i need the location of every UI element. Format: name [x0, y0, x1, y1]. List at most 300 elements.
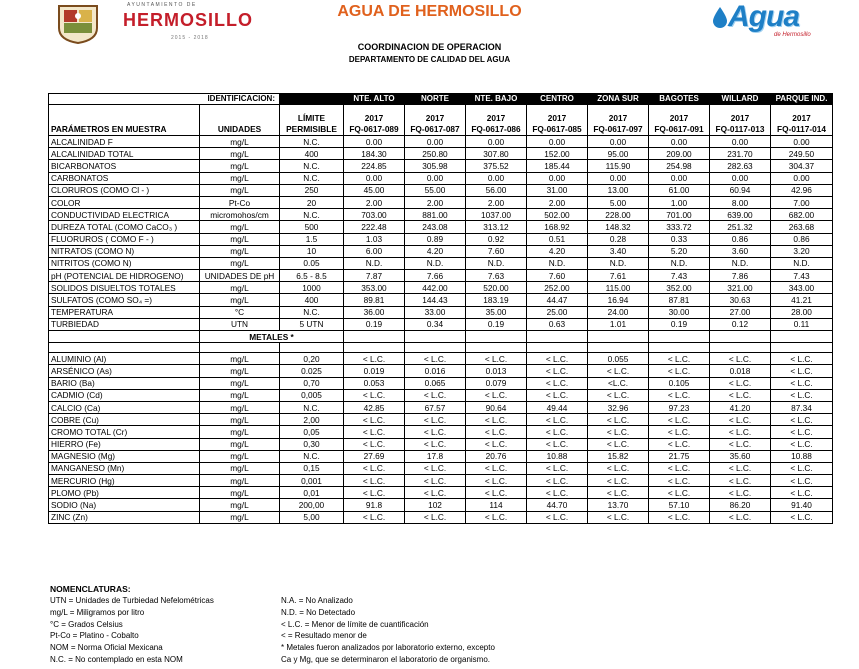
nomenclature-item: N.D. = No Detectado: [281, 607, 356, 617]
header-row-sites: [49, 94, 833, 105]
value-cell: 87.34: [771, 401, 833, 413]
table-row: [49, 270, 833, 282]
value-cell: 252.00: [527, 282, 588, 294]
value-cell: < L.C.: [344, 353, 405, 365]
value-cell: < L.C.: [527, 487, 588, 499]
value-cell: < L.C.: [771, 365, 833, 377]
value-cell: 4.20: [527, 245, 588, 257]
value-cell: 0.055: [588, 353, 649, 365]
parameter-cell: CLORUROS (COMO Cl - ): [49, 184, 200, 196]
unit-cell: UNIDADES DE pH: [200, 270, 280, 282]
value-cell: < L.C.: [771, 377, 833, 389]
limit-cell: 0,01: [280, 487, 344, 499]
value-cell: 251.32: [710, 221, 771, 233]
value-cell: < L.C.: [588, 487, 649, 499]
value-cell: 20.76: [466, 450, 527, 462]
sample-code: FQ-0617-086: [471, 124, 521, 134]
value-cell: < L.C.: [710, 511, 771, 523]
value-cell: 168.92: [527, 221, 588, 233]
value-cell: 95.00: [588, 148, 649, 160]
value-cell: < L.C.: [710, 438, 771, 450]
site-name-header: NTE. ALTO: [344, 94, 405, 105]
value-cell: 183.19: [466, 294, 527, 306]
value-cell: < L.C.: [771, 414, 833, 426]
agua-logo-text: Agua: [728, 0, 799, 33]
parameter-cell: MANGANESO (Mn): [49, 462, 200, 474]
spacer-cell: [49, 343, 200, 353]
value-cell: 254.98: [649, 160, 710, 172]
site-name-header: NORTE: [405, 94, 466, 105]
value-cell: < L.C.: [710, 377, 771, 389]
value-cell: 114: [466, 499, 527, 511]
value-cell: 10.88: [771, 450, 833, 462]
unit-cell: mg/L: [200, 257, 280, 269]
limit-cell: 200,00: [280, 499, 344, 511]
parameter-cell: pH (POTENCIAL DE HIDROGENO): [49, 270, 200, 282]
unit-cell: mg/L: [200, 136, 280, 148]
table-row: [49, 184, 833, 196]
value-cell: 42.96: [771, 184, 833, 196]
sample-code-header: [588, 105, 649, 136]
report-header: [0, 0, 859, 90]
unit-cell: mg/L: [200, 438, 280, 450]
unit-cell: mg/L: [200, 511, 280, 523]
value-cell: 7.61: [588, 270, 649, 282]
metals-empty-cell: [649, 331, 710, 343]
value-cell: < L.C.: [710, 426, 771, 438]
value-cell: 0.065: [405, 377, 466, 389]
metals-empty-cell: [405, 331, 466, 343]
nomenclature-item: * Metales fueron analizados por laboratorio externo, excepto: [281, 643, 495, 653]
value-cell: 5.20: [649, 245, 710, 257]
value-cell: < L.C.: [466, 462, 527, 474]
nomenclature-item: NOM = Norma Oficial Mexicana: [50, 643, 163, 653]
sample-code: FQ-0617-089: [349, 124, 399, 134]
parameter-cell: MERCURIO (Hg): [49, 475, 200, 487]
limit-cell: 400: [280, 294, 344, 306]
value-cell: 263.68: [771, 221, 833, 233]
table-row: [49, 353, 833, 365]
value-cell: < L.C.: [527, 511, 588, 523]
spacer-cell: [527, 343, 588, 353]
value-cell: < L.C.: [405, 353, 466, 365]
value-cell: N.D.: [466, 257, 527, 269]
value-cell: 228.00: [588, 209, 649, 221]
water-quality-table: [48, 93, 833, 524]
parameter-cell: BICARBONATOS: [49, 160, 200, 172]
parameter-cell: CROMO TOTAL (Cr): [49, 426, 200, 438]
table-row: [49, 209, 833, 221]
spacer-cell: [344, 343, 405, 353]
value-cell: < L.C.: [588, 414, 649, 426]
sample-code-header: [405, 105, 466, 136]
value-cell: 25.00: [527, 306, 588, 318]
identification-label: IDENTIFICACION:: [49, 94, 280, 105]
value-cell: < L.C.: [466, 414, 527, 426]
value-cell: 17.8: [405, 450, 466, 462]
value-cell: 1.03: [344, 233, 405, 245]
limit-cell: 1.5: [280, 233, 344, 245]
value-cell: < L.C.: [710, 414, 771, 426]
value-cell: < L.C.: [649, 414, 710, 426]
value-cell: 42.85: [344, 401, 405, 413]
value-cell: <L.C.: [588, 377, 649, 389]
limit-column-header: [280, 105, 344, 136]
nomenclature-item: °C = Grados Celsius: [50, 619, 123, 629]
metals-empty-cell: [49, 331, 200, 343]
value-cell: < L.C.: [405, 438, 466, 450]
spacer-row: [49, 343, 833, 353]
unit-cell: mg/L: [200, 414, 280, 426]
value-cell: < L.C.: [771, 426, 833, 438]
limit-cell: 0,15: [280, 462, 344, 474]
value-cell: 21.75: [649, 450, 710, 462]
site-name-header: ZONA SUR: [588, 94, 649, 105]
limit-cell: N.C.: [280, 136, 344, 148]
value-cell: 57.10: [649, 499, 710, 511]
parameter-cell: CALCIO (Ca): [49, 401, 200, 413]
value-cell: 35.60: [710, 450, 771, 462]
nomenclature-item: < = Resultado menor de: [281, 631, 367, 641]
nomenclature-item: mg/L = Miligramos por litro: [50, 607, 145, 617]
value-cell: 1037.00: [466, 209, 527, 221]
nomenclature-item: N.C. = No contemplado en esta NOM: [50, 654, 183, 664]
value-cell: < L.C.: [649, 389, 710, 401]
value-cell: 0.86: [771, 233, 833, 245]
value-cell: < L.C.: [588, 511, 649, 523]
sample-year: 2017: [669, 113, 689, 123]
parameter-cell: CONDUCTIVIDAD ELECTRICA: [49, 209, 200, 221]
sample-year: 2017: [792, 113, 811, 123]
value-cell: 89.81: [344, 294, 405, 306]
value-cell: 30.63: [710, 294, 771, 306]
limit-cell: 20: [280, 196, 344, 208]
value-cell: 0.105: [649, 377, 710, 389]
value-cell: 881.00: [405, 209, 466, 221]
value-cell: 0.63: [527, 318, 588, 330]
value-cell: 67.57: [405, 401, 466, 413]
table-row: [49, 475, 833, 487]
nomenclature-title: [50, 583, 131, 595]
site-name-header: CENTRO: [527, 94, 588, 105]
parameter-cell: ALCALINIDAD F: [49, 136, 200, 148]
table-row: [49, 389, 833, 401]
value-cell: 304.37: [771, 160, 833, 172]
value-cell: 243.08: [405, 221, 466, 233]
table-row: [49, 172, 833, 184]
value-cell: 343.00: [771, 282, 833, 294]
value-cell: 442.00: [405, 282, 466, 294]
value-cell: 282.63: [710, 160, 771, 172]
sample-year: 2017: [486, 113, 506, 123]
value-cell: 7.86: [710, 270, 771, 282]
value-cell: 41.21: [771, 294, 833, 306]
value-cell: < L.C.: [710, 462, 771, 474]
value-cell: 0.89: [405, 233, 466, 245]
spacer-cell: [649, 343, 710, 353]
value-cell: < L.C.: [710, 487, 771, 499]
value-cell: < L.C.: [527, 377, 588, 389]
table-row: [49, 136, 833, 148]
value-cell: 0.00: [527, 136, 588, 148]
value-cell: 27.00: [710, 306, 771, 318]
value-cell: 0.86: [710, 233, 771, 245]
value-cell: 0.00: [405, 172, 466, 184]
parameter-cell: COLOR: [49, 196, 200, 208]
value-cell: < L.C.: [527, 438, 588, 450]
city-name-text: HERMOSILLO: [123, 10, 253, 30]
table-row: [49, 487, 833, 499]
limit-cell: 5,00: [280, 511, 344, 523]
value-cell: 0.00: [649, 172, 710, 184]
value-cell: N.D.: [405, 257, 466, 269]
parameter-cell: SOLIDOS DISUELTOS TOTALES: [49, 282, 200, 294]
value-cell: 0.00: [588, 136, 649, 148]
table-row: [49, 233, 833, 245]
value-cell: 61.00: [649, 184, 710, 196]
unit-cell: mg/L: [200, 160, 280, 172]
value-cell: 502.00: [527, 209, 588, 221]
value-cell: < L.C.: [466, 511, 527, 523]
limit-header-line2: PERMISIBLE: [286, 124, 337, 134]
value-cell: 0.018: [710, 365, 771, 377]
limit-cell: 250: [280, 184, 344, 196]
unit-cell: Pt-Co: [200, 196, 280, 208]
parameter-cell: CADMIO (Cd): [49, 389, 200, 401]
notes-title: NOMENCLATURAS:: [50, 584, 131, 594]
sample-code: FQ-0617-097: [593, 124, 643, 134]
value-cell: 224.85: [344, 160, 405, 172]
value-cell: 0.053: [344, 377, 405, 389]
value-cell: 45.00: [344, 184, 405, 196]
value-cell: 701.00: [649, 209, 710, 221]
parameter-cell: ARSÉNICO (As): [49, 365, 200, 377]
table-row: [49, 377, 833, 389]
limit-cell: N.C.: [280, 172, 344, 184]
unit-cell: °C: [200, 306, 280, 318]
value-cell: N.D.: [710, 257, 771, 269]
sample-code-header: [527, 105, 588, 136]
subtitle-coordination: COORDINACION DE OPERACION: [357, 42, 502, 52]
value-cell: 0.00: [710, 172, 771, 184]
table-row: [49, 257, 833, 269]
value-cell: < L.C.: [466, 438, 527, 450]
value-cell: 222.48: [344, 221, 405, 233]
unit-cell: mg/L: [200, 450, 280, 462]
limit-cell: 0,001: [280, 475, 344, 487]
value-cell: 0.00: [649, 136, 710, 148]
limit-cell: 5 UTN: [280, 318, 344, 330]
value-cell: 28.00: [771, 306, 833, 318]
metals-empty-cell: [710, 331, 771, 343]
value-cell: 0.51: [527, 233, 588, 245]
value-cell: < L.C.: [527, 475, 588, 487]
value-cell: < L.C.: [405, 426, 466, 438]
value-cell: 4.20: [405, 245, 466, 257]
unit-cell: mg/L: [200, 245, 280, 257]
value-cell: 0.00: [466, 172, 527, 184]
value-cell: 520.00: [466, 282, 527, 294]
value-cell: 152.00: [527, 148, 588, 160]
parameter-cell: DUREZA TOTAL (COMO CaCO₃ ): [49, 221, 200, 233]
value-cell: < L.C.: [588, 426, 649, 438]
value-cell: 0.00: [710, 136, 771, 148]
limit-cell: N.C.: [280, 401, 344, 413]
value-cell: 0.11: [771, 318, 833, 330]
table-row: [49, 365, 833, 377]
value-cell: 60.94: [710, 184, 771, 196]
value-cell: 31.00: [527, 184, 588, 196]
unit-cell: mg/L: [200, 233, 280, 245]
unit-cell: mg/L: [200, 487, 280, 499]
value-cell: 115.90: [588, 160, 649, 172]
value-cell: < L.C.: [466, 426, 527, 438]
table-row: [49, 148, 833, 160]
limit-cell: N.C.: [280, 209, 344, 221]
limit-cell: 500: [280, 221, 344, 233]
value-cell: 36.00: [344, 306, 405, 318]
value-cell: 0.34: [405, 318, 466, 330]
value-cell: 313.12: [466, 221, 527, 233]
value-cell: < L.C.: [466, 487, 527, 499]
value-cell: 102: [405, 499, 466, 511]
limit-cell: 6.5 - 8.5: [280, 270, 344, 282]
param-column-header: PARÁMETROS EN MUESTRA: [49, 105, 200, 136]
table-row: [49, 282, 833, 294]
sample-year: 2017: [547, 113, 567, 123]
units-column-header: UNIDADES: [200, 105, 280, 136]
metals-section-row: [49, 331, 833, 343]
value-cell: 682.00: [771, 209, 833, 221]
limit-cell: 0.025: [280, 365, 344, 377]
unit-cell: mg/L: [200, 172, 280, 184]
value-cell: < L.C.: [527, 462, 588, 474]
table-row: [49, 196, 833, 208]
unit-cell: mg/L: [200, 353, 280, 365]
value-cell: 0.00: [344, 172, 405, 184]
value-cell: 5.00: [588, 196, 649, 208]
value-cell: 0.28: [588, 233, 649, 245]
sample-code: FQ-0117-014: [777, 124, 826, 134]
value-cell: 35.00: [466, 306, 527, 318]
agua-logo-subtext: de Hermosillo: [774, 32, 811, 38]
table-body: [49, 94, 833, 524]
parameter-cell: TEMPERATURA: [49, 306, 200, 318]
value-cell: < L.C.: [588, 462, 649, 474]
value-cell: < L.C.: [588, 389, 649, 401]
value-cell: < L.C.: [771, 438, 833, 450]
value-cell: < L.C.: [405, 487, 466, 499]
value-cell: 7.60: [466, 245, 527, 257]
spacer-cell: [280, 343, 344, 353]
unit-cell: mg/L: [200, 365, 280, 377]
value-cell: 86.20: [710, 499, 771, 511]
table-row: [49, 462, 833, 474]
nomenclature-left: [50, 595, 214, 666]
value-cell: 639.00: [710, 209, 771, 221]
value-cell: 3.20: [771, 245, 833, 257]
parameter-cell: PLOMO (Pb): [49, 487, 200, 499]
sample-year: 2017: [364, 113, 384, 123]
parameter-cell: CARBONATOS: [49, 172, 200, 184]
unit-cell: mg/L: [200, 282, 280, 294]
value-cell: 7.87: [344, 270, 405, 282]
table-row: [49, 318, 833, 330]
unit-cell: mg/L: [200, 184, 280, 196]
limit-cell: 1000: [280, 282, 344, 294]
unit-cell: mg/L: [200, 462, 280, 474]
limit-cell: N.C.: [280, 306, 344, 318]
value-cell: < L.C.: [405, 414, 466, 426]
value-cell: 0.00: [405, 136, 466, 148]
value-cell: 7.00: [771, 196, 833, 208]
value-cell: 87.81: [649, 294, 710, 306]
header-row-columns: [49, 105, 833, 136]
value-cell: < L.C.: [405, 389, 466, 401]
value-cell: 7.60: [527, 270, 588, 282]
value-cell: 2.00: [405, 196, 466, 208]
value-cell: < L.C.: [588, 475, 649, 487]
limit-cell: 0,70: [280, 377, 344, 389]
value-cell: 144.43: [405, 294, 466, 306]
value-cell: 0.19: [344, 318, 405, 330]
value-cell: < L.C.: [527, 365, 588, 377]
value-cell: 148.32: [588, 221, 649, 233]
value-cell: 0.00: [588, 172, 649, 184]
value-cell: < L.C.: [466, 475, 527, 487]
value-cell: 305.98: [405, 160, 466, 172]
table-row: [49, 438, 833, 450]
value-cell: 0.079: [466, 377, 527, 389]
agua-logo: [710, 0, 840, 46]
value-cell: 30.00: [649, 306, 710, 318]
limit-header-line1: LÍMITE: [297, 113, 326, 123]
value-cell: < L.C.: [649, 353, 710, 365]
value-cell: 0.016: [405, 365, 466, 377]
value-cell: < L.C.: [588, 365, 649, 377]
header-blank-cell: [280, 94, 344, 105]
sample-code-header: [466, 105, 527, 136]
metals-empty-cell: [771, 331, 833, 343]
value-cell: 49.44: [527, 401, 588, 413]
value-cell: < L.C.: [710, 389, 771, 401]
metals-section-label: METALES *: [200, 331, 344, 343]
value-cell: 7.66: [405, 270, 466, 282]
parameter-cell: FLUORUROS ( COMO F - ): [49, 233, 200, 245]
value-cell: 0.00: [466, 136, 527, 148]
value-cell: 0.00: [527, 172, 588, 184]
metals-empty-cell: [466, 331, 527, 343]
value-cell: 91.8: [344, 499, 405, 511]
value-cell: < L.C.: [344, 487, 405, 499]
value-cell: < L.C.: [710, 353, 771, 365]
nomenclature-item: UTN = Unidades de Turbiedad Nefelométricas: [50, 596, 214, 605]
value-cell: 0.013: [466, 365, 527, 377]
value-cell: 13.00: [588, 184, 649, 196]
limit-cell: 0,20: [280, 353, 344, 365]
value-cell: < L.C.: [344, 475, 405, 487]
table-row: [49, 499, 833, 511]
value-cell: < L.C.: [527, 389, 588, 401]
value-cell: < L.C.: [344, 511, 405, 523]
spacer-cell: [466, 343, 527, 353]
value-cell: 250.80: [405, 148, 466, 160]
nomenclature-right: [281, 595, 495, 666]
limit-cell: 400: [280, 148, 344, 160]
parameter-cell: TURBIEDAD: [49, 318, 200, 330]
value-cell: N.D.: [588, 257, 649, 269]
value-cell: 703.00: [344, 209, 405, 221]
